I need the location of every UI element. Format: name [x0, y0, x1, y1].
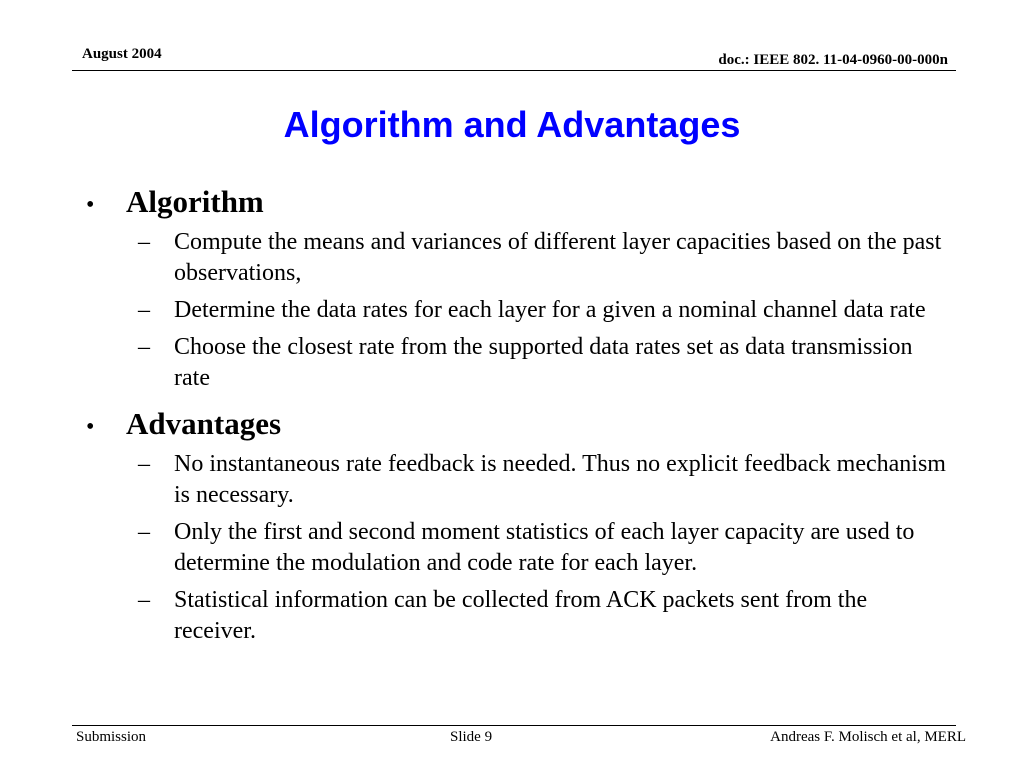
list-item-text: Compute the means and variances of different layer capacities based on the past observations, — [174, 229, 942, 286]
slide-content — [86, 180, 946, 653]
bullet-algorithm — [86, 180, 946, 227]
list-item-text: Only the first and second moment statistics of each layer capacity are used to determine the modulation and code rate for each layer. — [174, 519, 915, 576]
bullet-heading: Algorithm — [126, 184, 264, 219]
header-divider — [72, 70, 956, 71]
footer-submission: Submission — [76, 729, 147, 745]
list-item-text: Statistical information can be collected from ACK packets sent from the receiver. — [174, 587, 868, 644]
dash-icon: – — [138, 334, 150, 360]
advantages-sub-list — [86, 449, 946, 647]
footer-slide-number: Slide 9 — [450, 729, 493, 745]
header-date: August 2004 — [82, 46, 162, 62]
bullet-advantages — [86, 402, 946, 449]
bullet-dot-icon: • — [86, 414, 95, 440]
list-item — [86, 517, 946, 579]
dash-icon: – — [138, 587, 150, 613]
list-item-text: Choose the closest rate from the supported data rates set as data transmission rate — [174, 334, 913, 391]
list-item — [86, 332, 946, 394]
dash-icon: – — [138, 297, 150, 323]
dash-icon: – — [138, 519, 150, 545]
bullet-dot-icon: • — [86, 192, 95, 218]
bullet-heading: Advantages — [126, 406, 282, 441]
list-item-text: No instantaneous rate feedback is needed. Thus no explicit feedback mechanism is necessary. — [174, 451, 946, 508]
footer-author: Andreas F. Molisch et al, MERL — [770, 729, 966, 745]
algorithm-sub-list — [86, 227, 946, 394]
list-item — [86, 449, 946, 511]
list-item — [86, 227, 946, 289]
list-item-text: Determine the data rates for each layer for a given a nominal channel data rate — [174, 297, 926, 323]
dash-icon: – — [138, 229, 150, 255]
list-item — [86, 585, 946, 647]
header-doc-id: doc.: IEEE 802. 11-04-0960-00-000n — [718, 52, 948, 68]
dash-icon: – — [138, 451, 150, 477]
slide-title: Algorithm and Advantages — [283, 104, 741, 145]
list-item — [86, 295, 946, 326]
footer-divider — [72, 725, 956, 726]
